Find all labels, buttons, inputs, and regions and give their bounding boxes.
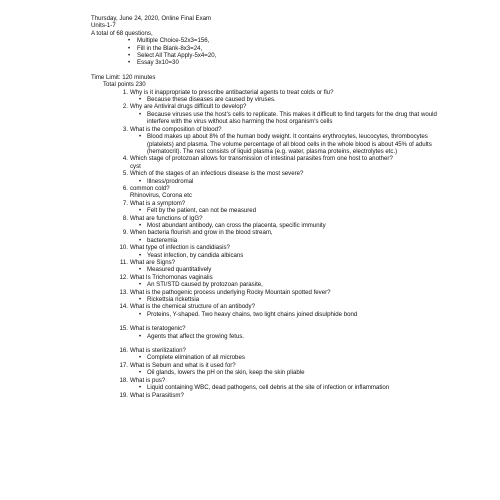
question-text: What is the pathogenic process underlying Rocky Mountain spotted fever? xyxy=(130,288,331,296)
question-number: 3. xyxy=(122,125,128,133)
bullet-icon: • xyxy=(139,369,142,377)
answer-item xyxy=(91,237,441,244)
bullet-icon: • xyxy=(128,37,131,45)
answer-text: Complete elimination of all microbes xyxy=(147,354,245,362)
answer-item xyxy=(91,266,441,273)
bullet-icon: • xyxy=(128,44,131,52)
answer-item xyxy=(91,207,441,214)
question-number: 2. xyxy=(122,103,128,111)
question-text: What is Parasitism? xyxy=(130,391,184,399)
bullet-icon: • xyxy=(139,96,142,104)
bullet-icon: • xyxy=(139,266,142,274)
question-number: 9. xyxy=(122,229,128,237)
question-list xyxy=(91,89,441,399)
answer-text: Rickettsia rickettsia xyxy=(147,296,200,304)
question-number: 10. xyxy=(119,244,128,252)
answer-item xyxy=(91,222,441,229)
question-item xyxy=(91,103,441,110)
bullet-icon: • xyxy=(139,281,142,289)
answer-item xyxy=(91,354,441,361)
question-text: What is pus? xyxy=(130,376,166,384)
question-text: Why are Antiviral drugs difficult to develop? xyxy=(130,103,247,111)
question-text: What are Signs? xyxy=(130,259,176,266)
answer-item xyxy=(91,384,441,391)
answer-item xyxy=(91,96,441,103)
question-text: Which stage of protozoan allows for transmission of intestinal parasites from one host to another? xyxy=(130,155,393,163)
breakdown-item: • Fill in the Blank-8x3=24, xyxy=(128,44,203,52)
answer-text: Illness/prodromal xyxy=(147,177,194,185)
question-number: 17. xyxy=(119,361,128,369)
bullet-icon: • xyxy=(139,296,142,304)
question-number: 19. xyxy=(119,391,128,399)
question-item xyxy=(91,126,441,133)
answer-text: Liquid containing WBC, dead pathogens, cell debris at the site of infection or inflammation xyxy=(147,384,390,392)
total-points: Total points 230 xyxy=(103,81,146,89)
question-item xyxy=(91,170,441,177)
answer-text: Rhinovirus, Corona etc xyxy=(130,192,192,200)
answer-text: Proteins, Y-shaped. Two heavy chains, two light chains joined disulphide bond xyxy=(147,310,358,318)
answer-text: Blood makes up about 8% of the human body weight. It contains erythrocytes, leucocytes, thrombocytes (platelets) and plasma. The volume percentage of all blood cells in the whole blood is about 45% of adults (hematocrit). The rest consists of liquid plasma (e.g. water, plasma proteins, electrolytes etc.) xyxy=(147,133,432,155)
question-number: 1. xyxy=(122,88,128,96)
question-text: What is the chemical structure of an antibody? xyxy=(130,303,255,311)
time-limit: Time Limit: 120 minutes xyxy=(91,73,156,81)
question-item xyxy=(91,274,441,281)
question-item xyxy=(91,215,441,222)
breakdown-item: • Select All That Apply-5x4=20, xyxy=(128,52,217,60)
answer-item xyxy=(91,369,441,376)
question-number: 5. xyxy=(122,170,128,178)
question-text: What type of infection is candidiasis? xyxy=(130,244,230,252)
answer-item xyxy=(91,333,441,340)
question-number: 12. xyxy=(119,273,128,281)
question-text: What is Sebum and what is it used for? xyxy=(130,361,236,369)
bullet-icon: • xyxy=(139,310,142,318)
question-item xyxy=(91,325,441,332)
exam-title: Thursday, June 24, 2020, Online Final Exam xyxy=(91,15,212,22)
bullet-icon: • xyxy=(139,207,142,215)
question-item xyxy=(91,244,441,251)
question-text: When bacteria flourish and grow in the blood stream, xyxy=(130,229,273,237)
question-text: What are functions of IgG? xyxy=(130,214,203,222)
question-item xyxy=(91,362,441,369)
answer-text: Most abundant antibody, can cross the placenta, specific immunity xyxy=(147,221,326,229)
question-text: What is teratogenic? xyxy=(130,325,186,333)
bullet-icon: • xyxy=(139,236,142,244)
question-number: 16. xyxy=(119,347,128,355)
question-number: 15. xyxy=(119,325,128,333)
answer-item xyxy=(91,281,441,288)
bullet-icon: • xyxy=(139,221,142,229)
answer-text: An STI/STD caused by protozoan parasite, xyxy=(147,281,263,289)
answer-text: Because viruses use the host's cells to replicate. This makes it difficult to find targets for the drug that would interfere with the virus without also harming the host organism's cells xyxy=(147,110,437,126)
answer-item xyxy=(91,111,441,126)
question-number: 7. xyxy=(122,199,128,207)
bullet-icon: • xyxy=(139,251,142,259)
question-text: Which of the stages of an infectious disease is the most severe? xyxy=(130,170,304,178)
breakdown-item: • Essay 3x10=30 xyxy=(128,59,179,67)
answer-text: Oil glands, lowers the pH on the skin, keep the skin pliable xyxy=(147,369,305,377)
question-item xyxy=(91,392,441,399)
bullet-icon: • xyxy=(139,133,142,141)
bullet-icon: • xyxy=(139,110,142,118)
bullet-icon: • xyxy=(139,177,142,185)
question-item xyxy=(91,303,441,310)
question-number: 18. xyxy=(119,376,128,384)
answer-text: Felt by the patient, can not be measured xyxy=(147,207,257,215)
question-text: What Is Trichomonas vaginalis xyxy=(130,273,213,281)
answer-text: Agents that affect the growing fetus. xyxy=(147,332,245,340)
question-text: common cold? xyxy=(130,184,170,192)
answer-item xyxy=(91,252,441,259)
question-item xyxy=(91,229,441,236)
question-number: 14. xyxy=(119,303,128,311)
exam-units: Units-1-7 xyxy=(91,22,116,30)
question-item xyxy=(91,377,441,384)
question-number: 6. xyxy=(122,184,128,192)
question-text: Why is it inappropriate to prescribe antibacterial agents to treat colds or flu? xyxy=(130,88,334,96)
question-item xyxy=(91,155,441,162)
question-number: 8. xyxy=(122,214,128,222)
question-text: What is the composition of blood? xyxy=(130,125,222,133)
exam-question-count: A total of 68 questions, xyxy=(91,29,153,37)
bullet-icon: • xyxy=(139,354,142,362)
answer-text: Measured quantitatively xyxy=(147,266,212,274)
bullet-icon: • xyxy=(139,384,142,392)
answer-item xyxy=(91,311,441,318)
question-item xyxy=(91,259,441,266)
question-number: 13. xyxy=(119,288,128,296)
answer-text: Because these diseases are caused by viruses. xyxy=(147,96,276,104)
question-item xyxy=(91,200,441,207)
question-number: 4. xyxy=(122,155,128,163)
answer-item xyxy=(91,296,441,303)
exam-document xyxy=(91,15,441,399)
question-number: 11. xyxy=(119,259,128,266)
question-item xyxy=(91,89,441,96)
answer-text: Yeast infection, by candida albicans xyxy=(147,251,244,259)
breakdown-list xyxy=(91,37,441,67)
answer-item xyxy=(91,133,441,155)
breakdown-item: • Multiple Choice-52x3=156, xyxy=(128,37,210,45)
question-item xyxy=(91,289,441,296)
bullet-icon: • xyxy=(139,332,142,340)
answer-text: bacteremia xyxy=(147,236,178,244)
question-text: What is sterilization? xyxy=(130,347,186,355)
bullet-icon: • xyxy=(128,59,131,67)
answer-item xyxy=(91,178,441,185)
answer-text: cyst xyxy=(130,162,141,170)
question-text: What is a symptom? xyxy=(130,199,186,207)
question-item xyxy=(91,185,441,192)
question-item xyxy=(91,347,441,354)
bullet-icon: • xyxy=(128,52,131,60)
